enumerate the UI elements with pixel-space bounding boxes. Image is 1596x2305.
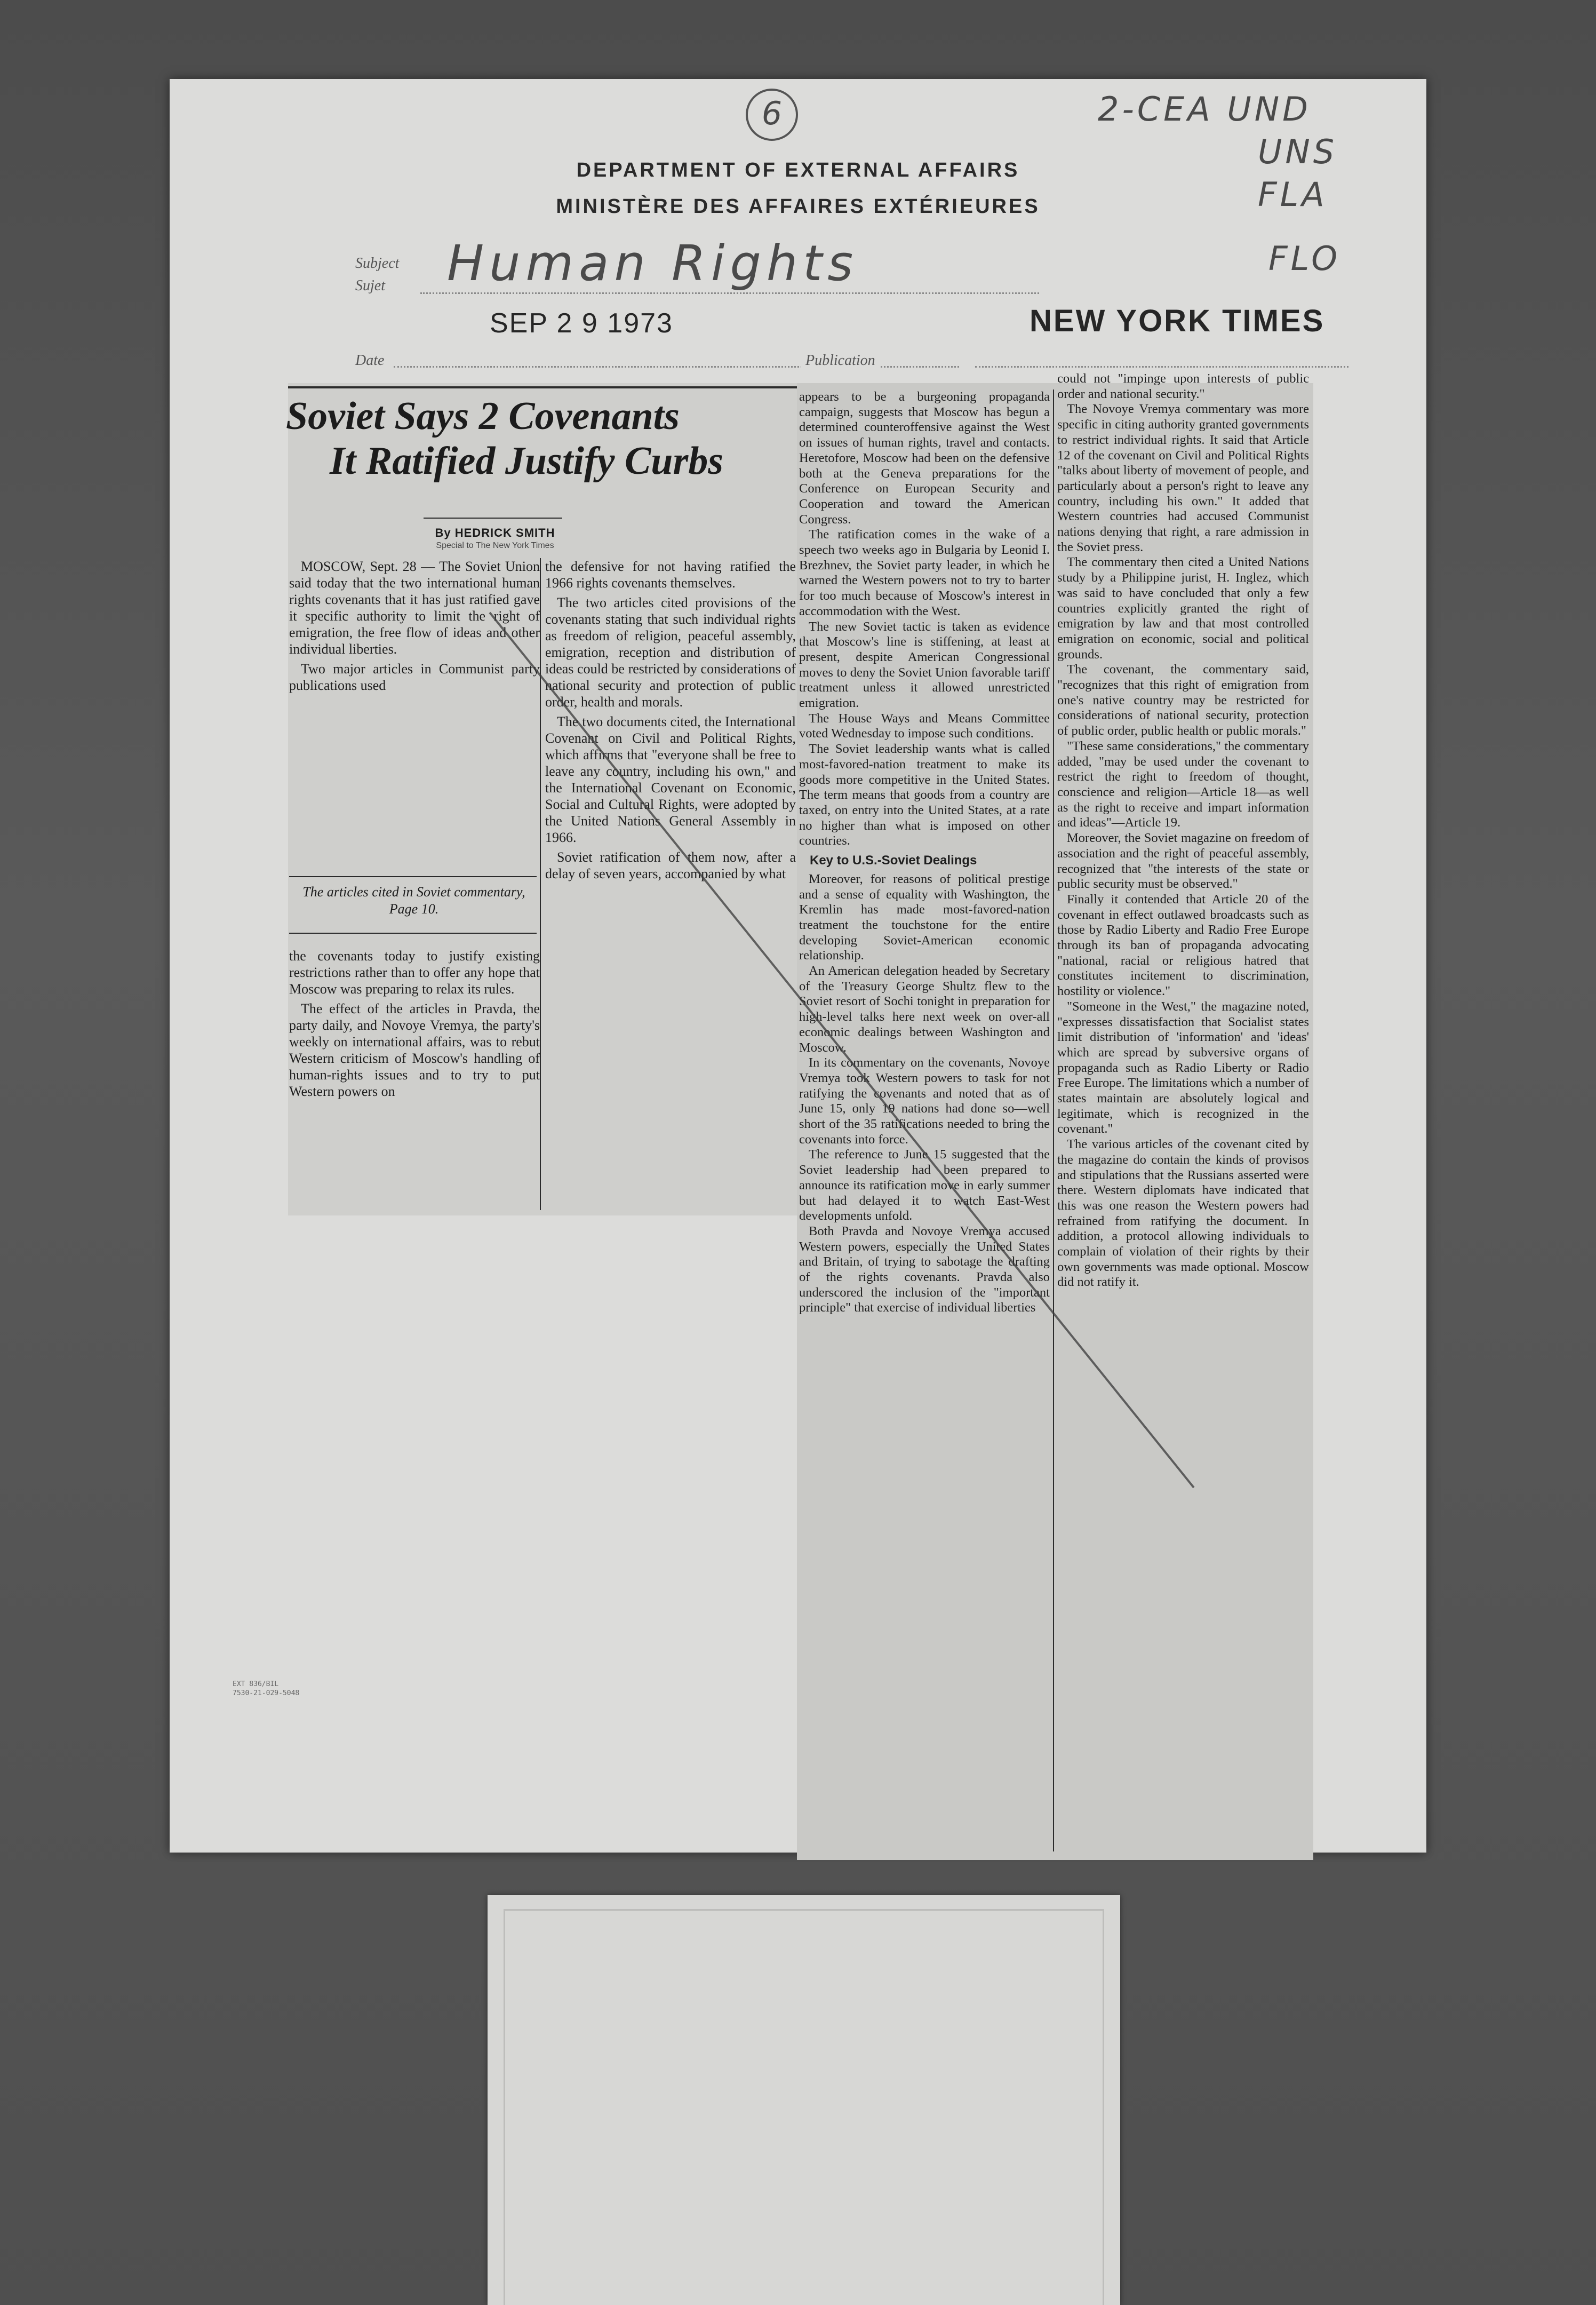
pencil-strike-line: [170, 79, 1426, 1853]
section-subhead: Key to U.S.-Soviet Dealings: [810, 853, 977, 868]
col4-paragraph: "Someone in the West," the magazine noted, "expresses dissatisfaction that Socialist states limit distribution of 'information' and 'ideas' which are spread by subversive organs of propaganda such as Radio Liberty or Radio Free Europe. The limitations which a number of states maintain are absolutely logical and legitimate, which is recognized in the covenant.": [1057, 999, 1309, 1136]
routing-note-2: UNS: [1258, 132, 1338, 171]
subject-label: Subject: [355, 255, 400, 272]
publication-stamp: NEW YORK TIMES: [1030, 304, 1325, 338]
col1-paragraph: The effect of the articles in Pravda, the party daily, and Novoye Vremya, the party's weekly on international affairs, was to rebut Western criticism of Moscow's handling of human-rights issues and to try to put Western powers on: [289, 1001, 540, 1099]
col4-paragraph: The various articles of the covenant cited by the magazine do contain the kinds of provisos and stipulations that the Russians asserted were there. Western diplomats have indicated that this was one reason the Western powers had refrained from ratifying the document. In addition, a protocol allowing individuals to complain of violation of their rights by their own governments was made optional. Moscow did not ratify it.: [1057, 1137, 1309, 1290]
col2-paragraph: Soviet ratification of them now, after a delay of seven years, accompanied by what: [545, 849, 796, 881]
publication-label: Publication: [801, 352, 880, 369]
sujet-label: Sujet: [355, 277, 385, 294]
col4-paragraph: could not "impinge upon interests of public order and national security.": [1057, 371, 1309, 401]
col3-paragraph: The reference to June 15 suggested that the Soviet leadership had been prepared to announce its ratification move in early summer but had delayed it to watch East-West developments unfold.: [799, 1147, 1050, 1223]
col1-paragraph: MOSCOW, Sept. 28 — The Soviet Union said today that the two international human rights covenants that it has just ratified gave it specific authority to limit the right of emigration, the free flow of ideas and other individual liberties.: [289, 559, 540, 657]
next-sheet-border: [504, 1909, 1104, 2305]
col4-paragraph: Moreover, the Soviet magazine on freedom of association and the right of peaceful assembly, recognized that "the interests of the state or public security must be observed.": [1057, 831, 1309, 892]
clipping-form-sheet: [170, 79, 1426, 1853]
col4-paragraph: The covenant, the commentary said, "recognizes that this right of emigration from one's native country may be restricted for considerations of national security, protection of public order, public health or public morals.": [1057, 662, 1309, 738]
col3-paragraph: appears to be a burgeoning propaganda campaign, suggests that Moscow has begun a determined counteroffensive against the West on issues of human rights, travel and contacts. Heretofore, Moscow had been on the defensive both at the Geneva preparations for the Conference on European Security and Cooperation and toward the American Congress.: [799, 390, 1050, 527]
headline-line-2: It Ratified Justify Curbs: [330, 439, 724, 483]
routing-note-4: FLO: [1268, 239, 1341, 278]
next-sheet-stub: [488, 1895, 1120, 2305]
cross-reference: The articles cited in Soviet commentary, Page 10.: [302, 884, 525, 917]
col3-paragraph: The new Soviet tactic is taken as evidence that Moscow's line is stiffening, at least at present, despite American Congressional moves to deny the Soviet Union favorable tariff treatment unless it allowed unrestricted emigration.: [799, 619, 1050, 711]
col3-paragraph: The Soviet leadership wants what is called most-favored-nation treatment to make its goods more competitive in the United States. The term means that goods from a country are taxed, on entry into the United States, at a rate no higher than what is imposed on other countries.: [799, 742, 1050, 848]
pencil-stroke: [490, 613, 1194, 1488]
col4-paragraph: "These same considerations," the commentary added, "may be used under the covenant to restrict the right to freedom of thought, conscience and religion—Article 18—as well as the right to receive and impart information and ideas"—Article 19.: [1057, 738, 1309, 830]
col4-paragraph: The Novoye Vremya commentary was more specific in citing authority granted governments to restrict individual rights. It said that Article 12 of the covenant on Civil and Political Rights "talks about liberty of movement of people, and particularly about a person's right to leave any country, including his own." It added that Western countries had accused Communist nations denying that right, a rare admission in the Soviet press.: [1057, 402, 1309, 554]
col3-paragraph: Both Pravda and Novoye Vremya accused Western powers, especially the United States and Britain, of trying to sabotage the drafting of the rights covenants. Pravda also underscored the inclusion of the "important principle" that exercise of individual liberties: [799, 1223, 1050, 1315]
col3-paragraph: The ratification comes in the wake of a speech two weeks ago in Bulgaria by Leonid I. Brezhnev, the Soviet party leader, in which he warned the Western powers not to try to barter for too much because of Moscow's interest in accommodation with the West.: [799, 527, 1050, 618]
form-code-line-2: 7530-21-029-5048: [233, 1689, 300, 1697]
routing-note-3: FLA: [1258, 175, 1328, 214]
col4-paragraph: Finally it contended that Article 20 of the covenant in effect outlawed broadcasts such as those by Radio Liberty and Radio Free Europe through its ban of propaganda advocating "national, racial or religious hatred that constitutes incitement to discrimination, hostility or violence.": [1057, 892, 1309, 999]
col1-paragraph: Two major articles in Communist party publications used: [289, 661, 540, 693]
col3-paragraph: The House Ways and Means Committee voted Wednesday to impose such conditions.: [799, 711, 1050, 741]
col4-paragraph: The commentary then cited a United Nations study by a Philippine jurist, H. Inglez, which was said to have concluded that only a few countries explicitly granted the right of emigration by law and that most controlled emigration on economic, social and political grounds.: [1057, 555, 1309, 662]
headline-line-1: Soviet Says 2 Covenants: [286, 394, 680, 438]
col3-paragraph: An American delegation headed by Secretary of the Treasury George Shultz flew to the Soviet resort of Sochi tonight in preparation for high-level talks here next week on over-all economic dealings between Washington and Moscow.: [799, 964, 1050, 1055]
form-code-line-1: EXT 836/BIL: [233, 1680, 279, 1688]
date-stamp: SEP 2 9 1973: [490, 308, 673, 339]
form-code: [233, 1680, 299, 1698]
date-label: Date: [355, 352, 385, 369]
byline: By HEDRICK SMITH: [435, 526, 555, 539]
col3-paragraph: Moreover, for reasons of political prestige and a sense of equality with Washington, the Kremlin has made most-favored-nation treatment the touchstone for the entire developing Soviet-American economic relationship.: [799, 871, 1050, 963]
subject-handwritten: Human Rights: [447, 235, 859, 292]
col3-paragraph: In its commentary on the covenants, Novoye Vremya took Western powers to task for not ratifying the covenants and noted that as of June 15, only 19 nations had done so—well short of the 35 ratifications needed to bring the covenants into force.: [799, 1055, 1050, 1147]
col2-paragraph: the defensive for not having ratified the 1966 rights covenants themselves.: [545, 559, 796, 591]
col1-paragraph: the covenants today to justify existing restrictions rather than to offer any hope that Moscow was preparing to relax its rules.: [289, 948, 540, 997]
letterhead-english: DEPARTMENT OF EXTERNAL AFFAIRS: [576, 159, 1020, 181]
byline-credit: Special to The New York Times: [436, 541, 554, 550]
letterhead-french: MINISTÈRE DES AFFAIRES EXTÉRIEURES: [556, 195, 1040, 218]
col2-paragraph: The two articles cited provisions of the covenants stating that such individual rights as freedom of religion, peaceful assembly, emigration, reception and distribution of ideas could be restricted by considerations of national security and protection of public order, health and morals.: [545, 595, 796, 710]
col2-paragraph: The two documents cited, the International Covenant on Civil and Political Rights, which affirms that "everyone shall be free to leave any country, including his own," and the International Covenant on Economic, Social and Cultural Rights, were adopted by the United Nations General Assembly in 1966.: [545, 714, 796, 845]
routing-note-1: 2-CEA UND: [1098, 90, 1311, 129]
folio-number: 6: [746, 89, 798, 141]
